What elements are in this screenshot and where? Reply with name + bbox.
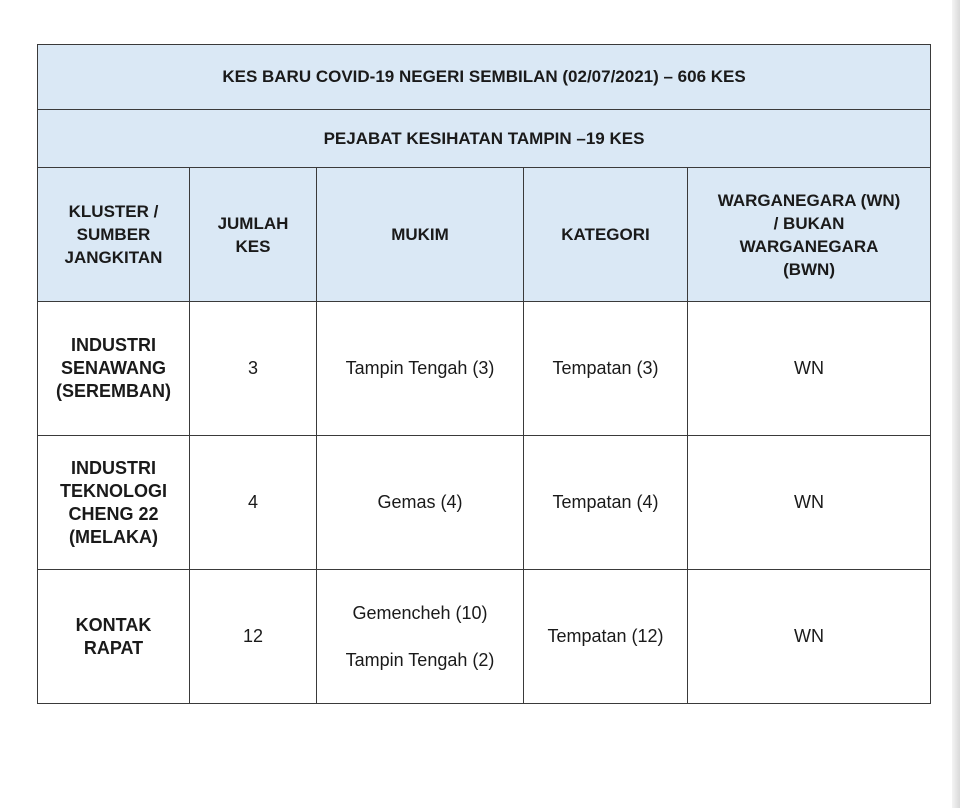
cell-citizenship: WN bbox=[688, 302, 931, 436]
header-cluster-line: JANGKITAN bbox=[64, 248, 163, 267]
cell-category: Tempatan (3) bbox=[524, 302, 688, 436]
cluster-line: CHENG 22 bbox=[68, 503, 159, 524]
cell-category: Tempatan (12) bbox=[524, 570, 688, 704]
table-row bbox=[38, 436, 931, 570]
cluster-line: (MELAKA) bbox=[69, 526, 158, 547]
cluster-line: SENAWANG bbox=[60, 358, 166, 378]
cluster-line: (SEREMBAN) bbox=[56, 381, 171, 401]
table-row bbox=[38, 302, 931, 436]
header-category: KATEGORI bbox=[524, 168, 688, 302]
header-cases-line: JUMLAH bbox=[217, 213, 289, 233]
title-row bbox=[38, 45, 931, 110]
header-cluster bbox=[38, 168, 190, 302]
cell-cluster bbox=[38, 302, 190, 436]
table-row bbox=[38, 570, 931, 704]
table-subtitle: PEJABAT KESIHATAN TAMPIN –19 KES bbox=[38, 110, 931, 168]
mukim-line: Tampin Tengah (2) bbox=[345, 649, 495, 670]
cell-citizenship: WN bbox=[688, 436, 931, 570]
mukim-line: Gemas (4) bbox=[377, 492, 463, 512]
header-mukim: MUKIM bbox=[317, 168, 524, 302]
cell-mukim bbox=[317, 436, 524, 570]
cluster-line: INDUSTRI bbox=[71, 457, 156, 478]
header-cluster-line: KLUSTER / bbox=[68, 202, 159, 221]
cell-category: Tempatan (4) bbox=[524, 436, 688, 570]
cell-cluster bbox=[38, 570, 190, 704]
header-citizenship-line: (BWN) bbox=[783, 259, 835, 279]
header-row bbox=[38, 168, 931, 302]
mukim-line: Tampin Tengah (3) bbox=[345, 358, 495, 378]
table-title: KES BARU COVID-19 NEGERI SEMBILAN (02/07/2021) – 606 KES bbox=[38, 45, 931, 110]
header-citizenship-line: WARGANEGARA bbox=[739, 236, 879, 256]
cell-mukim bbox=[317, 570, 524, 704]
cell-cases: 4 bbox=[190, 436, 317, 570]
cluster-line: RAPAT bbox=[83, 637, 144, 658]
cell-cases: 3 bbox=[190, 302, 317, 436]
header-cases bbox=[190, 168, 317, 302]
cell-citizenship: WN bbox=[688, 570, 931, 704]
header-citizenship-line: WARGANEGARA (WN) bbox=[717, 190, 901, 210]
cluster-line: INDUSTRI bbox=[71, 335, 156, 355]
mukim-line: Gemencheh (10) bbox=[352, 602, 488, 623]
page-edge-shadow bbox=[952, 0, 960, 808]
covid-cases-table bbox=[37, 44, 931, 704]
header-citizenship bbox=[688, 168, 931, 302]
header-citizenship-line: / BUKAN bbox=[773, 213, 845, 233]
cell-mukim bbox=[317, 302, 524, 436]
cell-cluster bbox=[38, 436, 190, 570]
subtitle-row bbox=[38, 110, 931, 168]
cluster-line: TEKNOLOGI bbox=[60, 480, 167, 501]
cluster-line: KONTAK bbox=[75, 614, 152, 635]
cell-cases: 12 bbox=[190, 570, 317, 704]
header-cluster-line: SUMBER bbox=[76, 225, 151, 244]
header-cases-line: KES bbox=[235, 236, 271, 256]
